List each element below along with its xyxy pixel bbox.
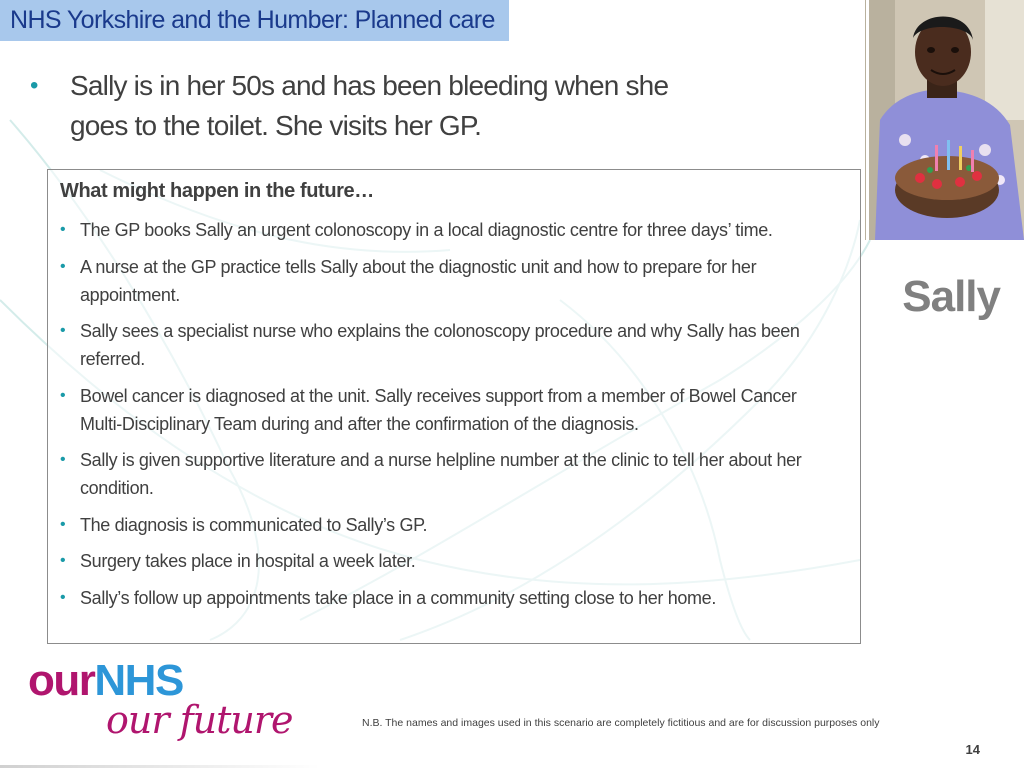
bullet-icon: • (60, 588, 66, 606)
person-name-label: Sally (902, 272, 1000, 321)
list-item-text: Sally sees a specialist nurse who explains the colonoscopy procedure and why Sally has been referred. (80, 321, 800, 369)
intro-text: Sally is in her 50s and has been bleeding when she goes to the toilet. She visits her GP. (70, 70, 669, 141)
future-scenario-box (47, 169, 861, 644)
sally-photo (865, 0, 1024, 240)
list-item (60, 317, 840, 373)
logo-tagline: our future (106, 698, 293, 742)
list-item-text: The GP books Sally an urgent colonoscopy in a local diagnostic centre for three days’ time. (80, 220, 773, 240)
our-nhs-our-future-logo (28, 658, 318, 748)
list-item-text: The diagnosis is communicated to Sally’s GP. (80, 514, 428, 535)
logo-nhs-text: NHS (94, 656, 183, 705)
list-item (60, 584, 840, 612)
list-item-text: Surgery takes place in hospital a week later. (80, 551, 416, 571)
list-item-text: Sally is given supportive literature and a nurse helpline number at the clinic to tell her about her condition. (80, 450, 802, 498)
person-with-cake-illustration (865, 0, 1024, 240)
list-item (60, 547, 840, 575)
bullet-icon: • (60, 257, 66, 275)
page-number: 14 (965, 742, 980, 757)
list-item-text: Bowel cancer is diagnosed at the unit. Sally receives support from a member of Bowel Cancer Multi-Disciplinary Team during and after the confirmation of the diagnosis. (80, 385, 797, 434)
list-item-text: A nurse at the GP practice tells Sally about the diagnostic unit and how to prepare for her appointment. (80, 256, 757, 305)
bullet-icon: • (60, 386, 66, 404)
intro-bullet-marker: • (30, 72, 38, 99)
bullet-icon: • (60, 552, 66, 569)
box-heading: What might happen in the future… (60, 180, 374, 202)
list-item (60, 253, 840, 309)
logo-our-text: our (28, 656, 95, 705)
scenario-list (60, 216, 840, 620)
list-item (60, 511, 840, 539)
bullet-icon: • (60, 221, 66, 238)
list-item (60, 446, 840, 502)
disclaimer-note: N.B. The names and images used in this scenario are completely fictitious and are for discussion purposes only (362, 717, 880, 729)
bullet-icon: • (60, 451, 66, 468)
list-item (60, 216, 840, 244)
list-item-text: Sally’s follow up appointments take place in a community setting close to her home. (80, 587, 716, 608)
bullet-icon: • (60, 515, 66, 533)
list-item (60, 382, 840, 438)
bullet-icon: • (60, 322, 66, 339)
slide-title: NHS Yorkshire and the Humber: Planned care (0, 0, 509, 41)
